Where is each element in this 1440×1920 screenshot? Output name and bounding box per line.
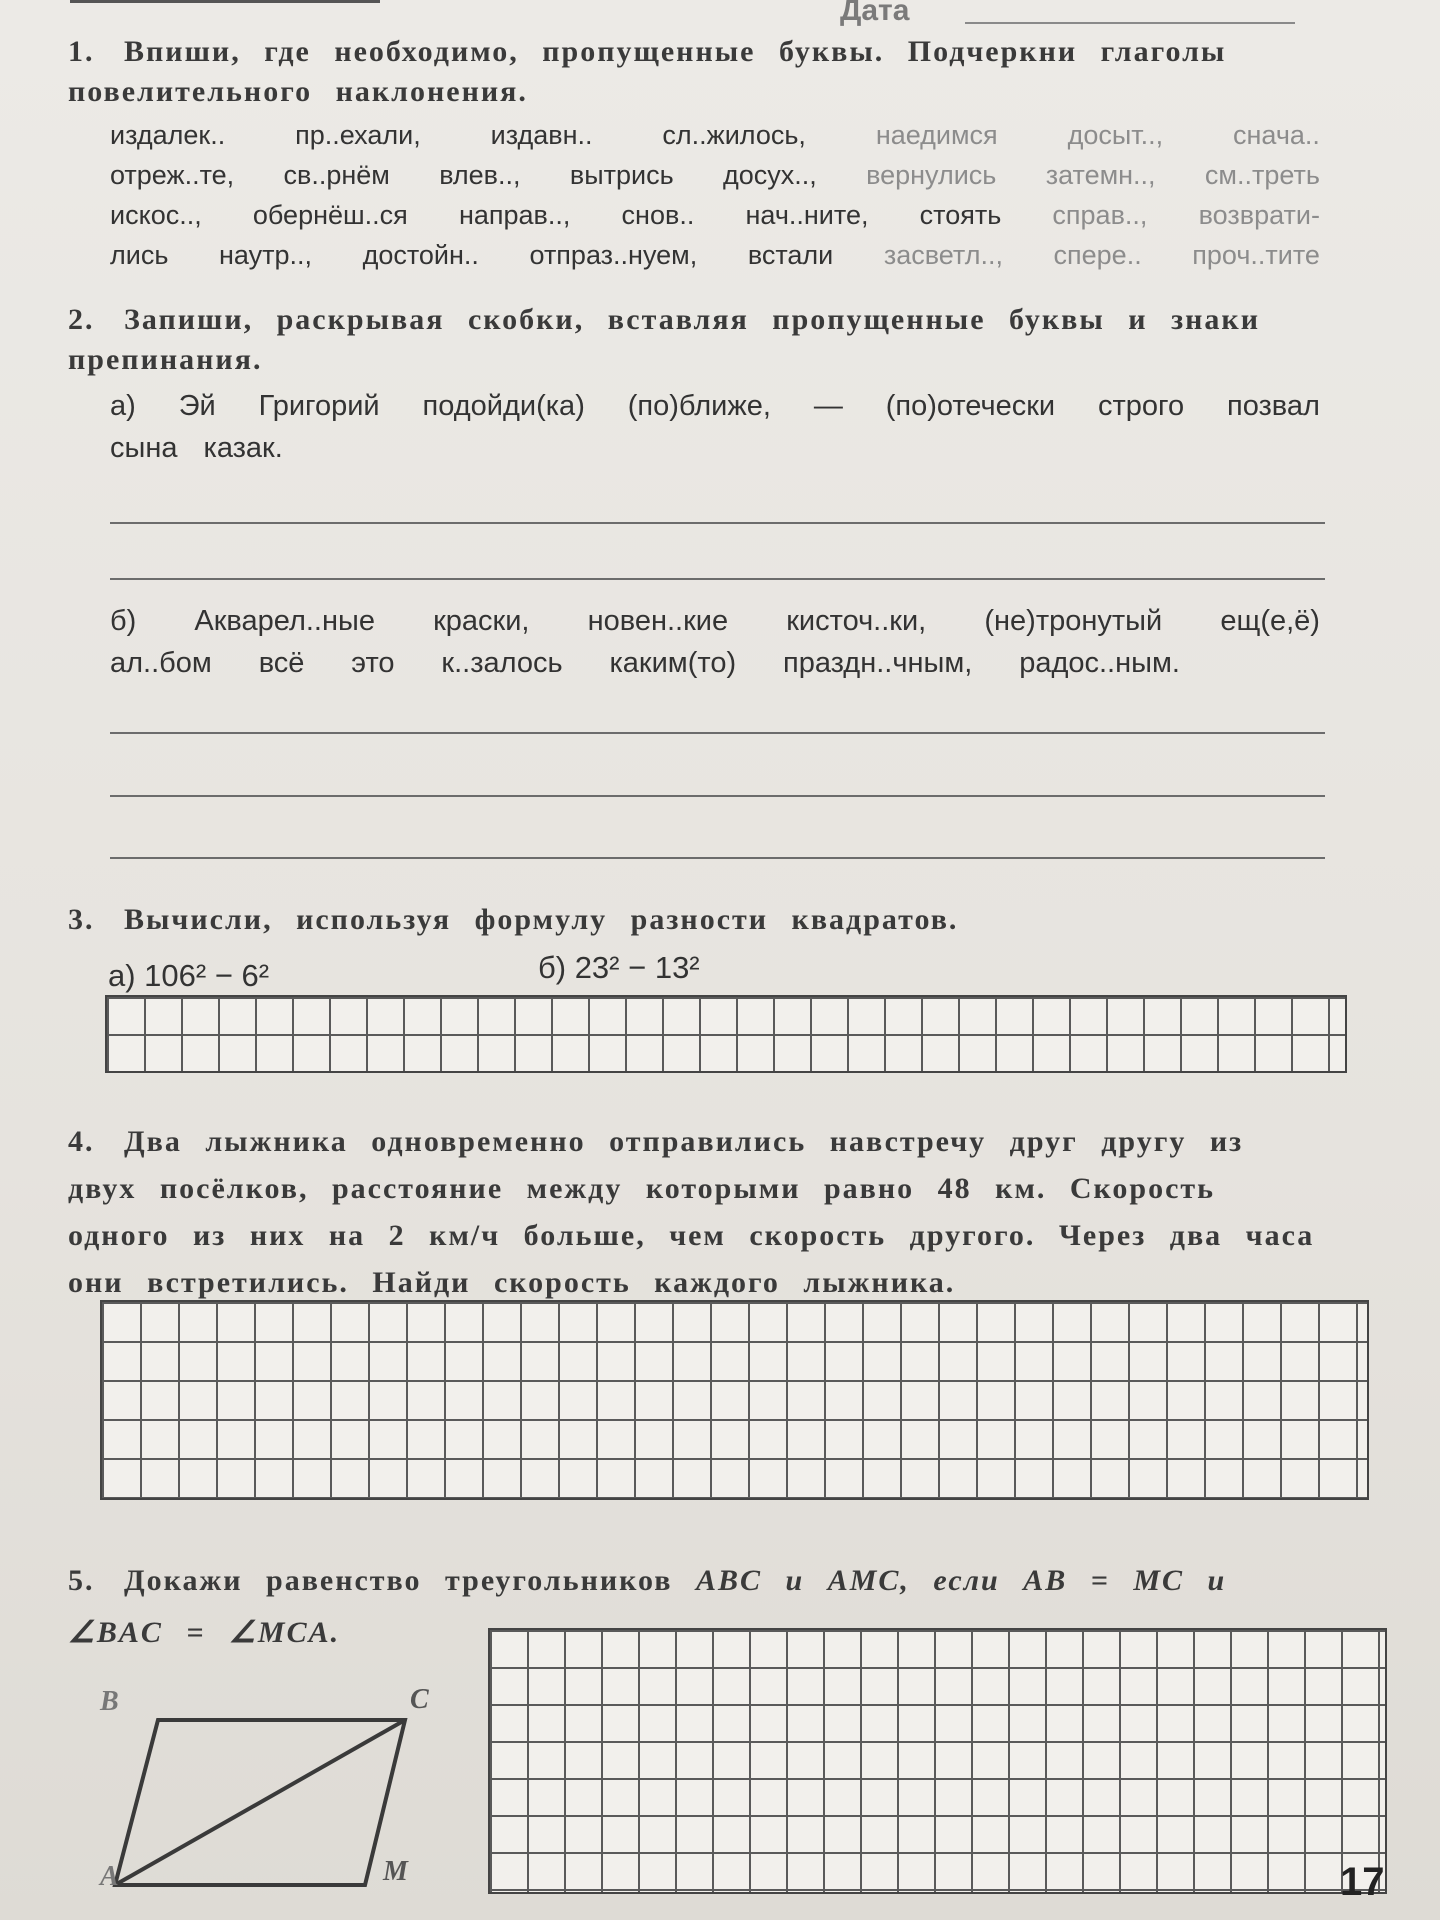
word: вытрись (569, 160, 674, 190)
word: новен..кие (587, 605, 729, 637)
page-number: 17 (1340, 1860, 1385, 1904)
word: досух.., (722, 160, 817, 190)
task2-title (68, 300, 1318, 380)
task4-number: 4. (68, 1125, 95, 1158)
answer-line[interactable] (110, 795, 1325, 797)
word: подойди(ка) (422, 390, 585, 422)
word: отреж..те, (110, 160, 235, 190)
word: позвал (1226, 390, 1320, 422)
word: см..треть (1204, 160, 1320, 190)
word: сына (110, 432, 178, 464)
word: нач..ните, (745, 200, 869, 230)
parallelogram-figure (60, 1680, 440, 1900)
word: (по)ближе, (627, 390, 771, 422)
word: отпраз..нуем, (529, 240, 698, 270)
word: Акварел..ные (194, 605, 375, 637)
word: св..рнём (283, 160, 390, 190)
word: лись (110, 240, 169, 270)
vertex-label-b: B (100, 1686, 119, 1717)
task4-text: Два лыжника одновременно отправились навстречу друг другу из двух посёлков, расстояние между которыми равно 48 км. Скорость одного из них на 2 км/ч больше, чем скорость другого. Через два часа они встретились. Найди скорость каждого лыжника. (68, 1125, 1315, 1299)
task4-title (68, 1118, 1318, 1306)
task2-text: Запиши, раскрывая скобки, вставляя пропущенные буквы и знаки препинания. (68, 303, 1260, 376)
date-label: Дата (840, 0, 910, 27)
task1-words (110, 120, 1320, 280)
word: б) (110, 605, 137, 637)
word: всё (258, 647, 305, 679)
word: кисточ..ки, (786, 605, 927, 637)
expression-b: б) 23² − 13² (538, 950, 700, 985)
word: досыт.., (1067, 120, 1164, 150)
task2-sentence-a (110, 385, 1320, 469)
date-field[interactable] (965, 22, 1295, 24)
task1-title (68, 32, 1318, 112)
word: проч..тите (1192, 240, 1320, 270)
task1-text: Впиши, где необходимо, пропущенные буквы. Подчеркни глаголы повелительного наклонения. (68, 35, 1227, 108)
word: засветл.., (883, 240, 1003, 270)
word: достойн.. (362, 240, 479, 270)
answer-line[interactable] (110, 578, 1325, 580)
answer-line[interactable] (110, 732, 1325, 734)
word: казак. (203, 432, 283, 464)
task4-answer-grid[interactable] (100, 1300, 1369, 1500)
word: сл..жилось, (662, 120, 806, 150)
word: издалек.. (110, 120, 226, 150)
task3-answer-grid[interactable] (105, 995, 1347, 1073)
word: обернёш..ся (252, 200, 408, 230)
sentence-a-line-1 (110, 385, 1320, 427)
word: направ.., (458, 200, 571, 230)
task1-row-3 (110, 200, 1320, 240)
answer-line[interactable] (110, 522, 1325, 524)
answer-line[interactable] (110, 857, 1325, 859)
word: возврати- (1198, 200, 1320, 230)
expression-a: а) 106² − 6² (108, 958, 270, 993)
vertex-label-a: A (100, 1861, 119, 1892)
word: снов.. (621, 200, 695, 230)
task5-answer-grid[interactable] (488, 1628, 1387, 1894)
word: Григорий (258, 390, 380, 422)
word: (не)тронутый (984, 605, 1163, 637)
word: стоять (919, 200, 1002, 230)
task5-math: ABC и AMC, если AB = MC и ∠BAC = ∠MCA. (68, 1564, 1227, 1649)
word: праздн..чным, (783, 647, 973, 679)
task3-number: 3. (68, 903, 95, 936)
task5-number: 5. (68, 1564, 95, 1597)
word: (по)отечески (885, 390, 1056, 422)
word: встали (747, 240, 834, 270)
word: наутр.., (218, 240, 312, 270)
sentence-a-line-2 (110, 427, 1320, 469)
task2-sentence-b (110, 600, 1320, 684)
word: затемн.., (1045, 160, 1156, 190)
word: издавн.. (490, 120, 593, 150)
word: пр..ехали, (295, 120, 421, 150)
word: вернулись (866, 160, 997, 190)
word: ал..бом (110, 647, 212, 679)
task2-number: 2. (68, 303, 95, 336)
word: к..залось (441, 647, 563, 679)
task1-row-4 (110, 240, 1320, 280)
word: спере.. (1053, 240, 1142, 270)
task3-text: Вычисли, используя формулу разности квадратов. (124, 903, 959, 936)
word: а) (110, 390, 136, 422)
word: Эй (178, 390, 216, 422)
word: строго (1097, 390, 1185, 422)
word: искос.., (110, 200, 202, 230)
word: каким(то) (609, 647, 737, 679)
word: наедимся (875, 120, 998, 150)
word: влев.., (439, 160, 521, 190)
task1-number: 1. (68, 35, 95, 68)
word: радос..ным. (1019, 647, 1180, 679)
word: краски, (433, 605, 530, 637)
word: снача.. (1233, 120, 1320, 150)
word: справ.., (1052, 200, 1148, 230)
task3-title (68, 900, 1318, 940)
task5-text-prefix: Докажи равенство треугольников (124, 1564, 673, 1597)
vertex-label-c: C (410, 1684, 429, 1715)
word: ещ(е,ё) (1220, 605, 1320, 637)
task1-row-2 (110, 160, 1320, 200)
word: это (351, 647, 395, 679)
sentence-b-line-2 (110, 642, 1180, 684)
task1-row-1 (110, 120, 1320, 160)
vertex-label-m: M (383, 1856, 408, 1887)
word: — (813, 390, 843, 422)
top-rule (70, 0, 380, 3)
sentence-b-line-1 (110, 600, 1320, 642)
